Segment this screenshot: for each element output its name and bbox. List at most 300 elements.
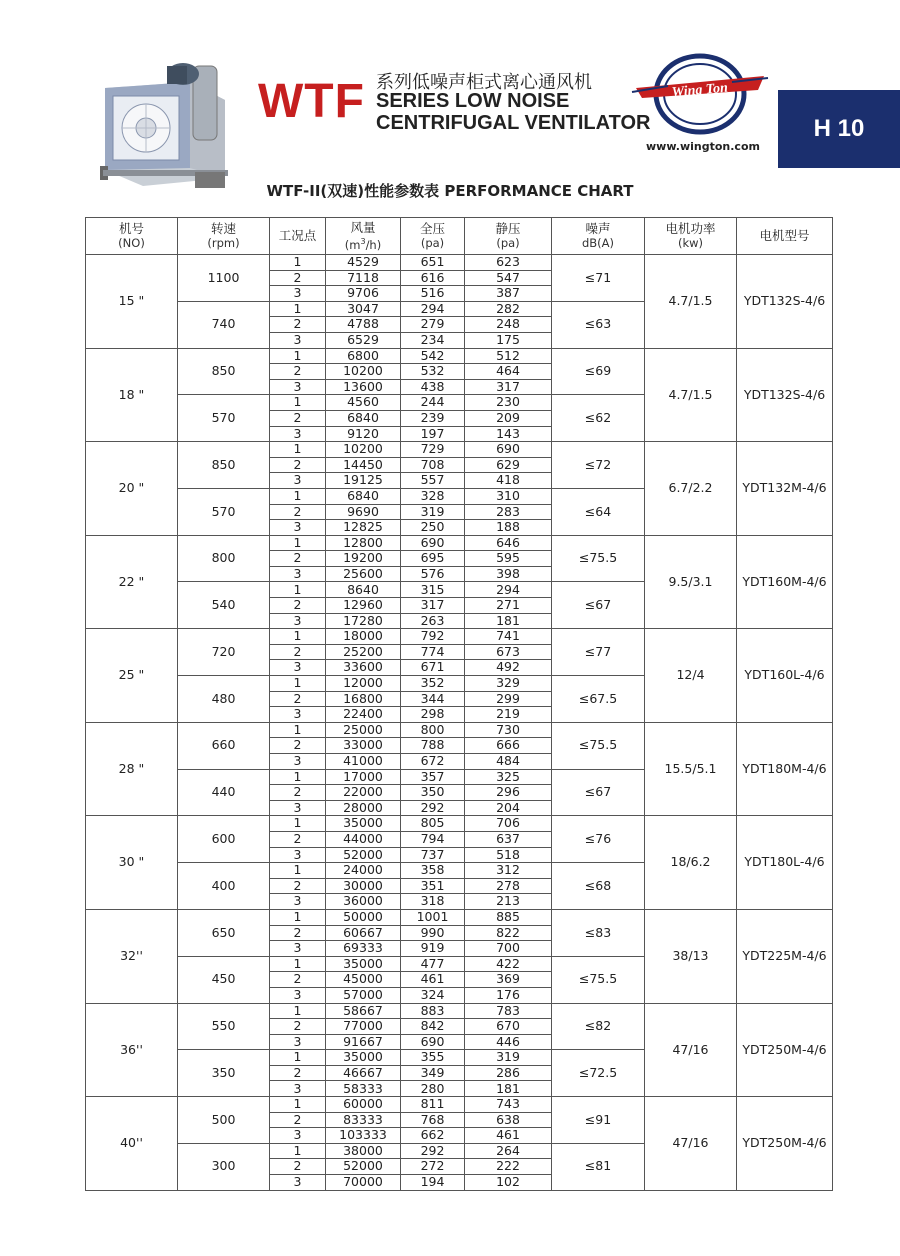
point-cell: 3: [270, 800, 326, 816]
noise-cell: ≤63: [552, 301, 645, 348]
static-pressure-cell: 188: [465, 520, 552, 536]
airflow-cell: 9706: [326, 286, 401, 302]
noise-cell: ≤91: [552, 1097, 645, 1144]
static-pressure-cell: 422: [465, 956, 552, 972]
speed-cell: 440: [178, 769, 270, 816]
motor-model-cell: YDT250M-4/6: [737, 1003, 833, 1097]
title-english-line2: CENTRIFUGAL VENTILATOR: [376, 112, 651, 134]
static-pressure-cell: 271: [465, 598, 552, 614]
table-body: [86, 255, 833, 1191]
airflow-cell: 10200: [326, 442, 401, 458]
airflow-cell: 17280: [326, 613, 401, 629]
point-cell: 2: [270, 504, 326, 520]
point-cell: 1: [270, 1143, 326, 1159]
static-pressure-cell: 310: [465, 488, 552, 504]
airflow-cell: 70000: [326, 1175, 401, 1191]
static-pressure-cell: 547: [465, 270, 552, 286]
point-cell: 3: [270, 473, 326, 489]
airflow-cell: 9120: [326, 426, 401, 442]
airflow-cell: 83333: [326, 1112, 401, 1128]
motor-power-cell: 38/13: [645, 909, 737, 1003]
model-number-cell: 28 ": [86, 722, 178, 816]
noise-cell: ≤83: [552, 909, 645, 956]
total-pressure-cell: 672: [401, 754, 465, 770]
static-pressure-cell: 673: [465, 644, 552, 660]
point-cell: 1: [270, 488, 326, 504]
table-row: [86, 1003, 833, 1019]
airflow-cell: 35000: [326, 1050, 401, 1066]
noise-cell: ≤72.5: [552, 1050, 645, 1097]
point-cell: 1: [270, 255, 326, 271]
total-pressure-cell: 280: [401, 1081, 465, 1097]
airflow-cell: 12960: [326, 598, 401, 614]
static-pressure-cell: 325: [465, 769, 552, 785]
total-pressure-cell: 318: [401, 894, 465, 910]
airflow-cell: 10200: [326, 364, 401, 380]
airflow-cell: 19200: [326, 551, 401, 567]
airflow-cell: 30000: [326, 878, 401, 894]
static-pressure-cell: 209: [465, 410, 552, 426]
total-pressure-cell: 357: [401, 769, 465, 785]
total-pressure-cell: 294: [401, 301, 465, 317]
airflow-cell: 22000: [326, 785, 401, 801]
airflow-cell: 16800: [326, 691, 401, 707]
speed-cell: 740: [178, 301, 270, 348]
total-pressure-cell: 461: [401, 972, 465, 988]
total-pressure-cell: 811: [401, 1097, 465, 1113]
speed-cell: 570: [178, 488, 270, 535]
point-cell: 2: [270, 410, 326, 426]
airflow-cell: 50000: [326, 909, 401, 925]
motor-power-cell: 4.7/1.5: [645, 255, 737, 349]
speed-cell: 400: [178, 863, 270, 910]
airflow-cell: 58333: [326, 1081, 401, 1097]
speed-cell: 600: [178, 816, 270, 863]
static-pressure-cell: 219: [465, 707, 552, 723]
point-cell: 1: [270, 1050, 326, 1066]
total-pressure-cell: 662: [401, 1128, 465, 1144]
static-pressure-cell: 783: [465, 1003, 552, 1019]
total-pressure-cell: 351: [401, 878, 465, 894]
airflow-cell: 77000: [326, 1019, 401, 1035]
airflow-cell: 103333: [326, 1128, 401, 1144]
static-pressure-cell: 646: [465, 535, 552, 551]
motor-model-cell: YDT160M-4/6: [737, 535, 833, 629]
total-pressure-cell: 576: [401, 566, 465, 582]
model-number-cell: 30 ": [86, 816, 178, 910]
header-motor: 电机型号: [737, 218, 833, 255]
airflow-cell: 3047: [326, 301, 401, 317]
static-pressure-cell: 666: [465, 738, 552, 754]
static-pressure-cell: 222: [465, 1159, 552, 1175]
point-cell: 3: [270, 660, 326, 676]
static-pressure-cell: 670: [465, 1019, 552, 1035]
header-airflow: 风量 $(m^3/h)$: [326, 218, 401, 255]
airflow-cell: 91667: [326, 1034, 401, 1050]
table-row: [86, 629, 833, 645]
point-cell: 2: [270, 1159, 326, 1175]
point-cell: 1: [270, 395, 326, 411]
model-number-cell: 22 ": [86, 535, 178, 629]
noise-cell: ≤67: [552, 582, 645, 629]
static-pressure-cell: 446: [465, 1034, 552, 1050]
total-pressure-cell: 695: [401, 551, 465, 567]
motor-model-cell: YDT225M-4/6: [737, 909, 833, 1003]
table-row: [86, 348, 833, 364]
speed-cell: 500: [178, 1097, 270, 1144]
speed-cell: 450: [178, 956, 270, 1003]
total-pressure-cell: 690: [401, 535, 465, 551]
point-cell: 3: [270, 754, 326, 770]
airflow-cell: 14450: [326, 457, 401, 473]
total-pressure-cell: 919: [401, 941, 465, 957]
motor-power-cell: 15.5/5.1: [645, 722, 737, 816]
static-pressure-cell: 700: [465, 941, 552, 957]
airflow-cell: 33000: [326, 738, 401, 754]
table-row: [86, 909, 833, 925]
table-row: [86, 535, 833, 551]
point-cell: 2: [270, 878, 326, 894]
total-pressure-cell: 737: [401, 847, 465, 863]
header-point: 工况点: [270, 218, 326, 255]
speed-cell: 850: [178, 442, 270, 489]
noise-cell: ≤75.5: [552, 956, 645, 1003]
point-cell: 1: [270, 535, 326, 551]
point-cell: 3: [270, 332, 326, 348]
airflow-cell: 19125: [326, 473, 401, 489]
static-pressure-cell: 461: [465, 1128, 552, 1144]
total-pressure-cell: 197: [401, 426, 465, 442]
airflow-cell: 33600: [326, 660, 401, 676]
static-pressure-cell: 822: [465, 925, 552, 941]
airflow-cell: 45000: [326, 972, 401, 988]
point-cell: 2: [270, 551, 326, 567]
motor-model-cell: YDT132S-4/6: [737, 348, 833, 442]
static-pressure-cell: 176: [465, 987, 552, 1003]
static-pressure-cell: 278: [465, 878, 552, 894]
point-cell: 1: [270, 863, 326, 879]
point-cell: 3: [270, 426, 326, 442]
static-pressure-cell: 312: [465, 863, 552, 879]
point-cell: 2: [270, 364, 326, 380]
airflow-cell: 12825: [326, 520, 401, 536]
speed-cell: 650: [178, 909, 270, 956]
static-pressure-cell: 512: [465, 348, 552, 364]
motor-model-cell: YDT180L-4/6: [737, 816, 833, 910]
speed-cell: 850: [178, 348, 270, 395]
total-pressure-cell: 355: [401, 1050, 465, 1066]
point-cell: 1: [270, 1097, 326, 1113]
speed-cell: 800: [178, 535, 270, 582]
point-cell: 3: [270, 520, 326, 536]
static-pressure-cell: 398: [465, 566, 552, 582]
table-row: [86, 816, 833, 832]
total-pressure-cell: 438: [401, 379, 465, 395]
point-cell: 1: [270, 1003, 326, 1019]
brand-wtf: WTF: [258, 75, 365, 128]
point-cell: 3: [270, 286, 326, 302]
speed-cell: 480: [178, 676, 270, 723]
static-pressure-cell: 248: [465, 317, 552, 333]
noise-cell: ≤71: [552, 255, 645, 302]
point-cell: 3: [270, 847, 326, 863]
motor-model-cell: YDT180M-4/6: [737, 722, 833, 816]
motor-power-cell: 47/16: [645, 1003, 737, 1097]
airflow-cell: 12800: [326, 535, 401, 551]
point-cell: 1: [270, 629, 326, 645]
airflow-cell: 6529: [326, 332, 401, 348]
table-row: [86, 255, 833, 271]
point-cell: 2: [270, 1112, 326, 1128]
motor-power-cell: 18/6.2: [645, 816, 737, 910]
airflow-cell: 44000: [326, 831, 401, 847]
fan-cabinet-photo: [95, 60, 235, 195]
motor-power-cell: 47/16: [645, 1097, 737, 1191]
airflow-cell: 25200: [326, 644, 401, 660]
noise-cell: ≤76: [552, 816, 645, 863]
airflow-cell: 35000: [326, 956, 401, 972]
total-pressure-cell: 298: [401, 707, 465, 723]
static-pressure-cell: 213: [465, 894, 552, 910]
table-row: [86, 722, 833, 738]
motor-power-cell: 6.7/2.2: [645, 442, 737, 536]
chart-title: WTF-II(双速)性能参数表 PERFORMANCE CHART: [266, 182, 634, 200]
total-pressure-cell: 358: [401, 863, 465, 879]
airflow-cell: 12000: [326, 676, 401, 692]
motor-power-cell: 4.7/1.5: [645, 348, 737, 442]
static-pressure-cell: 387: [465, 286, 552, 302]
logo-text: Wing Ton: [671, 80, 729, 101]
static-pressure-cell: 294: [465, 582, 552, 598]
point-cell: 1: [270, 676, 326, 692]
point-cell: 1: [270, 301, 326, 317]
airflow-cell: 6800: [326, 348, 401, 364]
speed-cell: 550: [178, 1003, 270, 1050]
motor-power-cell: 9.5/3.1: [645, 535, 737, 629]
point-cell: 3: [270, 1175, 326, 1191]
speed-cell: 1100: [178, 255, 270, 302]
point-cell: 1: [270, 582, 326, 598]
total-pressure-cell: 774: [401, 644, 465, 660]
total-pressure-cell: 344: [401, 691, 465, 707]
airflow-cell: 25600: [326, 566, 401, 582]
total-pressure-cell: 532: [401, 364, 465, 380]
airflow-cell: 35000: [326, 816, 401, 832]
airflow-cell: 6840: [326, 488, 401, 504]
airflow-cell: 46667: [326, 1065, 401, 1081]
motor-model-cell: YDT250M-4/6: [737, 1097, 833, 1191]
point-cell: 3: [270, 894, 326, 910]
motor-model-cell: YDT132S-4/6: [737, 255, 833, 349]
noise-cell: ≤64: [552, 488, 645, 535]
total-pressure-cell: 263: [401, 613, 465, 629]
static-pressure-cell: 418: [465, 473, 552, 489]
point-cell: 3: [270, 613, 326, 629]
point-cell: 1: [270, 909, 326, 925]
airflow-cell: 28000: [326, 800, 401, 816]
noise-cell: ≤67: [552, 769, 645, 816]
static-pressure-cell: 143: [465, 426, 552, 442]
total-pressure-cell: 315: [401, 582, 465, 598]
total-pressure-cell: 250: [401, 520, 465, 536]
static-pressure-cell: 690: [465, 442, 552, 458]
airflow-cell: 52000: [326, 847, 401, 863]
model-number-cell: 25 ": [86, 629, 178, 723]
static-pressure-cell: 885: [465, 909, 552, 925]
total-pressure-cell: 279: [401, 317, 465, 333]
motor-power-cell: 12/4: [645, 629, 737, 723]
total-pressure-cell: 690: [401, 1034, 465, 1050]
total-pressure-cell: 349: [401, 1065, 465, 1081]
airflow-cell: 36000: [326, 894, 401, 910]
static-pressure-cell: 181: [465, 1081, 552, 1097]
static-pressure-cell: 369: [465, 972, 552, 988]
motor-model-cell: YDT132M-4/6: [737, 442, 833, 536]
airflow-cell: 13600: [326, 379, 401, 395]
total-pressure-cell: 792: [401, 629, 465, 645]
airflow-cell: 60000: [326, 1097, 401, 1113]
static-pressure-cell: 492: [465, 660, 552, 676]
total-pressure-cell: 883: [401, 1003, 465, 1019]
header-speed: 转速 (rpm): [178, 218, 270, 255]
static-pressure-cell: 518: [465, 847, 552, 863]
airflow-cell: 18000: [326, 629, 401, 645]
airflow-cell: 4560: [326, 395, 401, 411]
total-pressure-cell: 990: [401, 925, 465, 941]
wington-logo: [630, 52, 770, 138]
noise-cell: ≤68: [552, 863, 645, 910]
model-number-cell: 32'': [86, 909, 178, 1003]
table-row: [86, 1097, 833, 1113]
point-cell: 3: [270, 379, 326, 395]
point-cell: 2: [270, 1065, 326, 1081]
point-cell: 1: [270, 956, 326, 972]
static-pressure-cell: 741: [465, 629, 552, 645]
airflow-cell: 24000: [326, 863, 401, 879]
static-pressure-cell: 175: [465, 332, 552, 348]
table-header-row: [86, 218, 833, 255]
static-pressure-cell: 204: [465, 800, 552, 816]
speed-cell: 570: [178, 395, 270, 442]
page-number-badge: H 10: [778, 90, 900, 168]
total-pressure-cell: 234: [401, 332, 465, 348]
total-pressure-cell: 768: [401, 1112, 465, 1128]
airflow-cell: 60667: [326, 925, 401, 941]
speed-cell: 300: [178, 1143, 270, 1190]
total-pressure-cell: 328: [401, 488, 465, 504]
total-pressure-cell: 651: [401, 255, 465, 271]
total-pressure-cell: 708: [401, 457, 465, 473]
point-cell: 3: [270, 566, 326, 582]
title-chinese: 系列低噪声柜式离心通风机: [376, 72, 592, 93]
static-pressure-cell: 623: [465, 255, 552, 271]
point-cell: 2: [270, 317, 326, 333]
model-number-cell: 20 ": [86, 442, 178, 536]
total-pressure-cell: 671: [401, 660, 465, 676]
point-cell: 3: [270, 987, 326, 1003]
table-row: [86, 442, 833, 458]
model-number-cell: 40'': [86, 1097, 178, 1191]
static-pressure-cell: 286: [465, 1065, 552, 1081]
header-model: 机号 (NO): [86, 218, 178, 255]
total-pressure-cell: 477: [401, 956, 465, 972]
noise-cell: ≤75.5: [552, 722, 645, 769]
model-number-cell: 15 ": [86, 255, 178, 349]
header-total-pressure: 全压 (pa): [401, 218, 465, 255]
airflow-cell: 6840: [326, 410, 401, 426]
speed-cell: 350: [178, 1050, 270, 1097]
point-cell: 2: [270, 457, 326, 473]
total-pressure-cell: 557: [401, 473, 465, 489]
total-pressure-cell: 842: [401, 1019, 465, 1035]
point-cell: 2: [270, 972, 326, 988]
total-pressure-cell: 352: [401, 676, 465, 692]
noise-cell: ≤81: [552, 1143, 645, 1190]
total-pressure-cell: 244: [401, 395, 465, 411]
total-pressure-cell: 350: [401, 785, 465, 801]
airflow-cell: 25000: [326, 722, 401, 738]
total-pressure-cell: 317: [401, 598, 465, 614]
static-pressure-cell: 181: [465, 613, 552, 629]
static-pressure-cell: 595: [465, 551, 552, 567]
point-cell: 2: [270, 644, 326, 660]
point-cell: 1: [270, 442, 326, 458]
point-cell: 2: [270, 925, 326, 941]
total-pressure-cell: 272: [401, 1159, 465, 1175]
noise-cell: ≤62: [552, 395, 645, 442]
speed-cell: 540: [178, 582, 270, 629]
total-pressure-cell: 788: [401, 738, 465, 754]
static-pressure-cell: 283: [465, 504, 552, 520]
airflow-cell: 38000: [326, 1143, 401, 1159]
point-cell: 2: [270, 785, 326, 801]
airflow-cell: 41000: [326, 754, 401, 770]
airflow-cell: 57000: [326, 987, 401, 1003]
static-pressure-cell: 629: [465, 457, 552, 473]
total-pressure-cell: 794: [401, 831, 465, 847]
airflow-cell: 9690: [326, 504, 401, 520]
airflow-cell: 4788: [326, 317, 401, 333]
point-cell: 2: [270, 831, 326, 847]
point-cell: 3: [270, 1034, 326, 1050]
total-pressure-cell: 805: [401, 816, 465, 832]
static-pressure-cell: 230: [465, 395, 552, 411]
noise-cell: ≤77: [552, 629, 645, 676]
static-pressure-cell: 706: [465, 816, 552, 832]
static-pressure-cell: 743: [465, 1097, 552, 1113]
point-cell: 1: [270, 769, 326, 785]
point-cell: 1: [270, 348, 326, 364]
airflow-cell: 69333: [326, 941, 401, 957]
point-cell: 1: [270, 816, 326, 832]
total-pressure-cell: 239: [401, 410, 465, 426]
total-pressure-cell: 516: [401, 286, 465, 302]
static-pressure-cell: 730: [465, 722, 552, 738]
airflow-cell: 17000: [326, 769, 401, 785]
noise-cell: ≤75.5: [552, 535, 645, 582]
header-static-pressure: 静压 (pa): [465, 218, 552, 255]
point-cell: 2: [270, 270, 326, 286]
airflow-cell: 58667: [326, 1003, 401, 1019]
point-cell: 1: [270, 722, 326, 738]
static-pressure-cell: 102: [465, 1175, 552, 1191]
airflow-cell: 52000: [326, 1159, 401, 1175]
point-cell: 3: [270, 707, 326, 723]
model-number-cell: 36'': [86, 1003, 178, 1097]
performance-table: [85, 217, 833, 1191]
total-pressure-cell: 616: [401, 270, 465, 286]
point-cell: 3: [270, 1128, 326, 1144]
